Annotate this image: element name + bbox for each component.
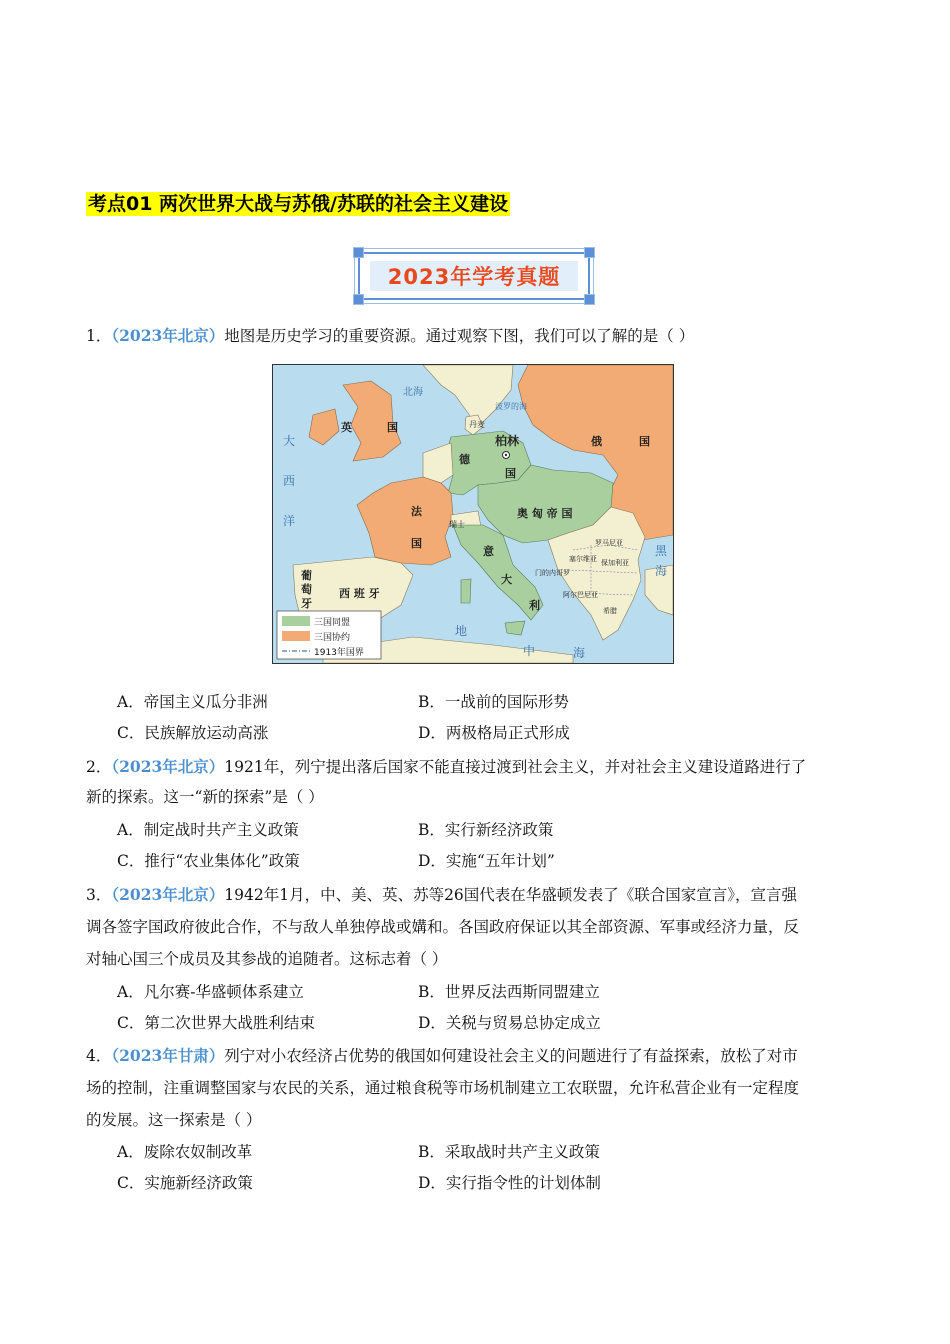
banner-corner — [584, 294, 595, 305]
label-med-2: 中 — [523, 644, 536, 658]
question-text: 1942年1月，中、美、英、苏等26国代表在华盛顿发表了《联合国家宣言》，宣言强 — [224, 886, 798, 904]
question-2-line-1 — [86, 751, 866, 783]
europe-1914-map — [272, 364, 674, 664]
label-ocean-2: 西 — [283, 474, 296, 488]
legend-border: 1913年国界 — [314, 648, 364, 658]
q2-option-a[interactable]: A．制定战时共产主义政策 — [117, 821, 299, 839]
label-italy-1: 意 — [483, 545, 494, 558]
q1-option-c[interactable]: C．民族解放运动高涨 — [117, 724, 269, 742]
label-black-sea-1: 黑 — [655, 544, 668, 558]
question-number: 4． — [86, 1047, 112, 1065]
label-north-sea: 北海 — [403, 387, 423, 398]
label-swiss: 瑞士 — [449, 520, 465, 529]
question-1-line-1 — [86, 320, 866, 352]
q4-option-d[interactable]: D．实行指令性的计划体制 — [418, 1174, 601, 1192]
question-text: 1921年，列宁提出落后国家不能直接过渡到社会主义，并对社会主义建设道路进行了 — [224, 758, 807, 776]
q3-option-a[interactable]: A．凡尔赛-华盛顿体系建立 — [117, 983, 304, 1001]
label-britain-1: 英 — [341, 421, 352, 434]
label-portugal-3: 牙 — [301, 597, 312, 610]
label-ocean-3: 洋 — [283, 514, 296, 528]
label-montenegro: 门的内哥罗 — [535, 569, 570, 577]
exam-banner — [354, 248, 594, 304]
label-britain-2: 国 — [387, 421, 398, 434]
question-number: 3． — [86, 886, 112, 904]
label-austria: 奥 匈 帝 国 — [517, 507, 573, 520]
label-baltic: 波罗的海 — [495, 402, 527, 411]
question-source: （2023年北京） — [111, 757, 225, 776]
legend-alliance: 三国同盟 — [314, 618, 351, 628]
q4-option-c[interactable]: C．实施新经济政策 — [117, 1174, 253, 1192]
question-3-line-2: 调各签字国政府彼此合作，不与敌人单独停战或媾和。各国政府保证以其全部资源、军事或经济力量，反 — [86, 918, 800, 936]
label-med-3: 海 — [573, 646, 586, 660]
legend-swatch-entente — [282, 631, 310, 641]
label-france-1: 法 — [411, 505, 422, 518]
label-russia-2: 国 — [639, 435, 650, 448]
label-ocean-1: 大 — [283, 434, 296, 448]
q2-option-d[interactable]: D．实施“五年计划” — [418, 852, 555, 870]
label-romania: 罗马尼亚 — [595, 539, 623, 547]
q3-option-b[interactable]: B．世界反法西斯同盟建立 — [418, 983, 600, 1001]
q3-option-d[interactable]: D．关税与贸易总协定成立 — [418, 1014, 601, 1032]
label-bulgaria: 保加利亚 — [601, 559, 629, 567]
map-legend — [277, 611, 381, 659]
question-source: （2023年北京） — [111, 885, 225, 904]
label-spain: 西 班 牙 — [339, 587, 380, 600]
question-source: （2023年甘肃） — [111, 1046, 225, 1065]
label-albania: 阿尔巴尼亚 — [563, 591, 598, 599]
question-text: 列宁对小农经济占优势的俄国如何建设社会主义的问题进行了有益探索，放松了对市 — [224, 1047, 798, 1065]
question-3-line-3: 对轴心国三个成员及其参战的追随者。这标志着（ ） — [86, 950, 448, 968]
label-serbia: 塞尔维亚 — [569, 555, 597, 563]
label-russia-1: 俄 — [591, 435, 602, 448]
label-black-sea-2: 海 — [655, 564, 668, 578]
berlin-marker-dot — [505, 454, 507, 456]
label-denmark: 丹麦 — [469, 420, 485, 429]
question-3-line-1 — [86, 879, 866, 911]
map-svg — [273, 365, 673, 663]
label-portugal-2: 萄 — [301, 583, 312, 596]
banner-corner — [584, 247, 595, 258]
question-4-line-1 — [86, 1040, 866, 1072]
map-sardinia — [461, 579, 471, 603]
question-2-line-2: 新的探索。这一“新的探索”是（ ） — [86, 788, 324, 806]
banner-corner — [353, 294, 364, 305]
q1-option-b[interactable]: B．一战前的国际形势 — [418, 693, 569, 711]
label-germany-2: 国 — [505, 467, 516, 480]
q4-option-a[interactable]: A．废除农奴制改革 — [117, 1143, 253, 1161]
q1-option-a[interactable]: A．帝国主义瓜分非洲 — [117, 693, 268, 711]
label-italy-2: 大 — [501, 573, 512, 586]
q3-option-c[interactable]: C．第二次世界大战胜利结束 — [117, 1014, 315, 1032]
q2-option-c[interactable]: C．推行“农业集体化”政策 — [117, 852, 300, 870]
banner-title: 2023年学考真题 — [370, 261, 578, 291]
label-med-1: 地 — [455, 624, 468, 638]
question-source: （2023年北京） — [111, 326, 225, 345]
q1-option-d[interactable]: D．两极格局正式形成 — [418, 724, 570, 742]
label-portugal-1: 葡 — [301, 569, 312, 582]
q4-option-b[interactable]: B．采取战时共产主义政策 — [418, 1143, 600, 1161]
banner-corner — [353, 247, 364, 258]
question-number: 2． — [86, 758, 112, 776]
question-number: 1． — [86, 327, 112, 345]
label-germany-1: 德 — [459, 453, 470, 466]
q2-option-b[interactable]: B．实行新经济政策 — [418, 821, 554, 839]
label-france-2: 国 — [411, 537, 422, 550]
question-4-line-2: 场的控制，注重调整国家与农民的关系，通过粮食税等市场机制建立工农联盟，允许私营企业有一定程度 — [86, 1079, 800, 1097]
label-berlin: 柏林 — [495, 434, 520, 448]
legend-entente: 三国协约 — [314, 633, 351, 643]
question-4-line-3: 的发展。这一探索是（ ） — [86, 1111, 262, 1129]
section-title: 考点01 两次世界大战与苏俄/苏联的社会主义建设 — [88, 193, 508, 215]
label-greece: 希腊 — [603, 607, 617, 615]
label-italy-3: 利 — [529, 599, 540, 612]
question-text: 地图是历史学习的重要资源。通过观察下图，我们可以了解的是（ ） — [224, 327, 695, 345]
legend-swatch-alliance — [282, 616, 310, 626]
